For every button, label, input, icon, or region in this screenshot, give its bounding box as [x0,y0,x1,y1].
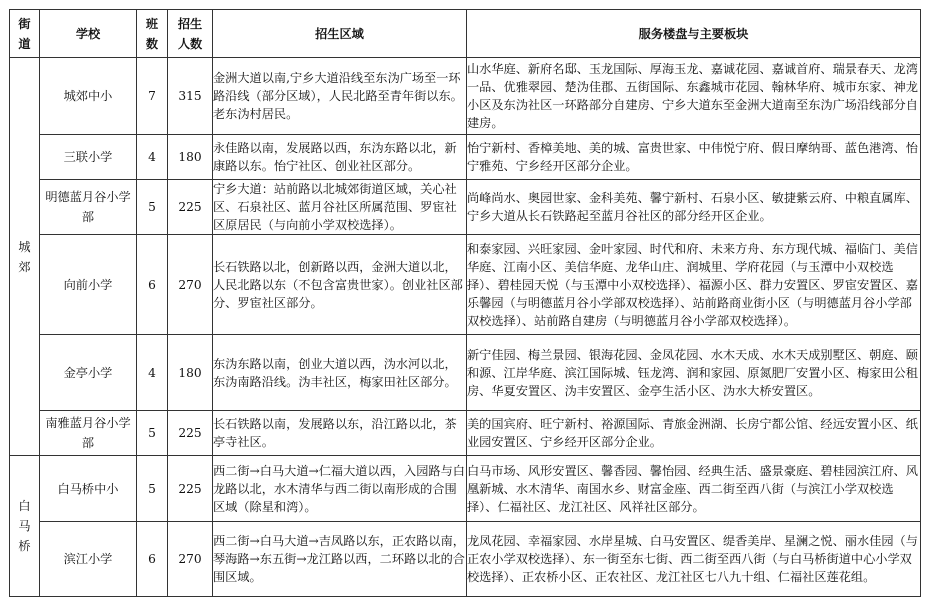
area-cell: 宁乡大道：站前路以北城郊街道区域，关心社区、石泉社区、蓝月谷社区所属范围、罗宦社区原居民（与向前小学双校选择）。 [213,180,467,235]
classes-cell: 4 [137,135,168,180]
school-cell: 白马桥中小 [40,456,137,522]
table-row [10,411,921,456]
service-cell: 美的国宾府、旺宁新村、裕源国际、青旅金洲湖、长房宁都公馆、经远安置小区、纸业园安置区、宁乡经开区部分企业。 [467,411,921,456]
area-cell: 东沩东路以南，创业大道以西，沩水河以北，东沩南路沿线。沩丰社区，梅家田社区部分。 [213,335,467,411]
service-cell: 新宁佳园、梅兰景园、银海花园、金凤花园、水木天成、水木天成别墅区、朝庭、颐和源、江岸华庭、滨江国际城、钰龙湾、润和家园、原氮肥厂安置小区、梅家田公租房、华夏安置区、沩丰安置区、金亭生活小区、沩水大桥安置区。 [467,335,921,411]
enroll-cell: 180 [168,135,213,180]
enrollment-table-container [9,9,921,597]
classes-cell: 5 [137,411,168,456]
enroll-cell: 270 [168,522,213,597]
area-cell: 西二街→白马大道→吉凤路以东，正农路以南，琴海路→东五街→龙江路以西，二环路以北的合围区域。 [213,522,467,597]
classes-cell: 4 [137,335,168,411]
area-cell: 金洲大道以南,宁乡大道沿线至东沩广场至一环路沿线（部分区域），人民北路至青年街以东。老东沩村居民。 [213,58,467,135]
school-cell: 南雅蓝月谷小学部 [40,411,137,456]
area-cell: 长石铁路以南，发展路以东，沿江路以北，茶亭寺社区。 [213,411,467,456]
classes-cell: 5 [137,456,168,522]
service-cell: 白马市场、风形安置区、馨香园、馨怡园、经典生活、盛景豪庭、碧桂园滨江府、风凰新城、水木清华、南国水乡、财富金座、西二街至西八街（与滨江小学双校选择）、仁福社区、龙江社区、风祥社区部分。 [467,456,921,522]
table-row [10,180,921,235]
school-cell: 金亭小学 [40,335,137,411]
area-cell: 永佳路以南，发展路以西，东沩东路以北，新康路以东。怡宁社区、创业社区部分。 [213,135,467,180]
school-cell: 三联小学 [40,135,137,180]
enroll-cell: 180 [168,335,213,411]
enroll-cell: 225 [168,180,213,235]
header-enroll: 招生人数 [168,10,213,58]
street-cell: 城郊 [10,58,40,456]
area-cell: 长石铁路以北，创新路以西，金洲大道以北，人民北路以东（不包含富贵世家）。创业社区部分、罗宦社区部分。 [213,235,467,335]
service-cell: 怡宁新村、香樟美地、美的城、富贵世家、中伟悦宁府、假日摩纳哥、蓝色港湾、怡宁雅苑、宁乡经开区部分企业。 [467,135,921,180]
enroll-cell: 225 [168,456,213,522]
classes-cell: 6 [137,235,168,335]
school-cell: 滨江小学 [40,522,137,597]
table-row [10,135,921,180]
school-cell: 城郊中小 [40,58,137,135]
table-row [10,235,921,335]
header-street: 街道 [10,10,40,58]
table-row [10,522,921,597]
service-cell: 山水华庭、新府名邸、玉龙国际、厚海玉龙、嘉诚花园、嘉诚首府、瑞景春天、龙湾一品、优雅翠园、楚沩佳郡、五街国际、东鑫城市花园、翰林华府、城市东家、神龙小区及东沩社区一环路部分自建房、宁乡大道东至金洲大道南至东沩广场沿线部分自建房。 [467,58,921,135]
classes-cell: 7 [137,58,168,135]
enrollment-table [9,9,921,597]
school-cell: 向前小学 [40,235,137,335]
header-classes: 班数 [137,10,168,58]
service-cell: 龙凤花园、幸福家园、水岸星城、白马安置区、缇香美岸、星澜之悦、丽水佳园（与正农小学双校选择）、东一街至东七街、西二街至西八街（与白马桥街道中心小学双校选择）、正农桥小区、正农社区、龙江社区七八九十组、仁福社区莲花组。 [467,522,921,597]
classes-cell: 5 [137,180,168,235]
area-cell: 西二街→白马大道→仁福大道以西，入园路与白龙路以北，水木清华与西二街以南形成的合围区域（除星和湾）。 [213,456,467,522]
classes-cell: 6 [137,522,168,597]
header-row [10,10,921,58]
enroll-cell: 270 [168,235,213,335]
table-row [10,335,921,411]
table-row [10,58,921,135]
header-service: 服务楼盘与主要板块 [467,10,921,58]
street-cell: 白马桥 [10,456,40,597]
enroll-cell: 315 [168,58,213,135]
table-row [10,456,921,522]
header-school: 学校 [40,10,137,58]
header-area: 招生区域 [213,10,467,58]
service-cell: 尚峰尚水、奥园世家、金科美苑、馨宁新村、石泉小区、敏捷紫云府、中粮直属库、宁乡大道从长石铁路起至蓝月谷社区的部分经开区企业。 [467,180,921,235]
service-cell: 和泰家园、兴旺家园、金叶家园、时代和府、未来方舟、东方现代城、福临门、美信华庭、江南小区、美信华庭、龙华山庄、润城里、学府花园（与玉潭中小双校选择）、碧桂园天悦（与玉潭中小双校选择）、福源小区、群力安置区、罗宦安置区、嘉乐馨园（与明德蓝月谷小学部双校选择）、站前路商业街小区（与明德蓝月谷小学部双校选择）、站前路自建房（与明德蓝月谷小学部双校选择）。 [467,235,921,335]
school-cell: 明德蓝月谷小学部 [40,180,137,235]
enroll-cell: 225 [168,411,213,456]
